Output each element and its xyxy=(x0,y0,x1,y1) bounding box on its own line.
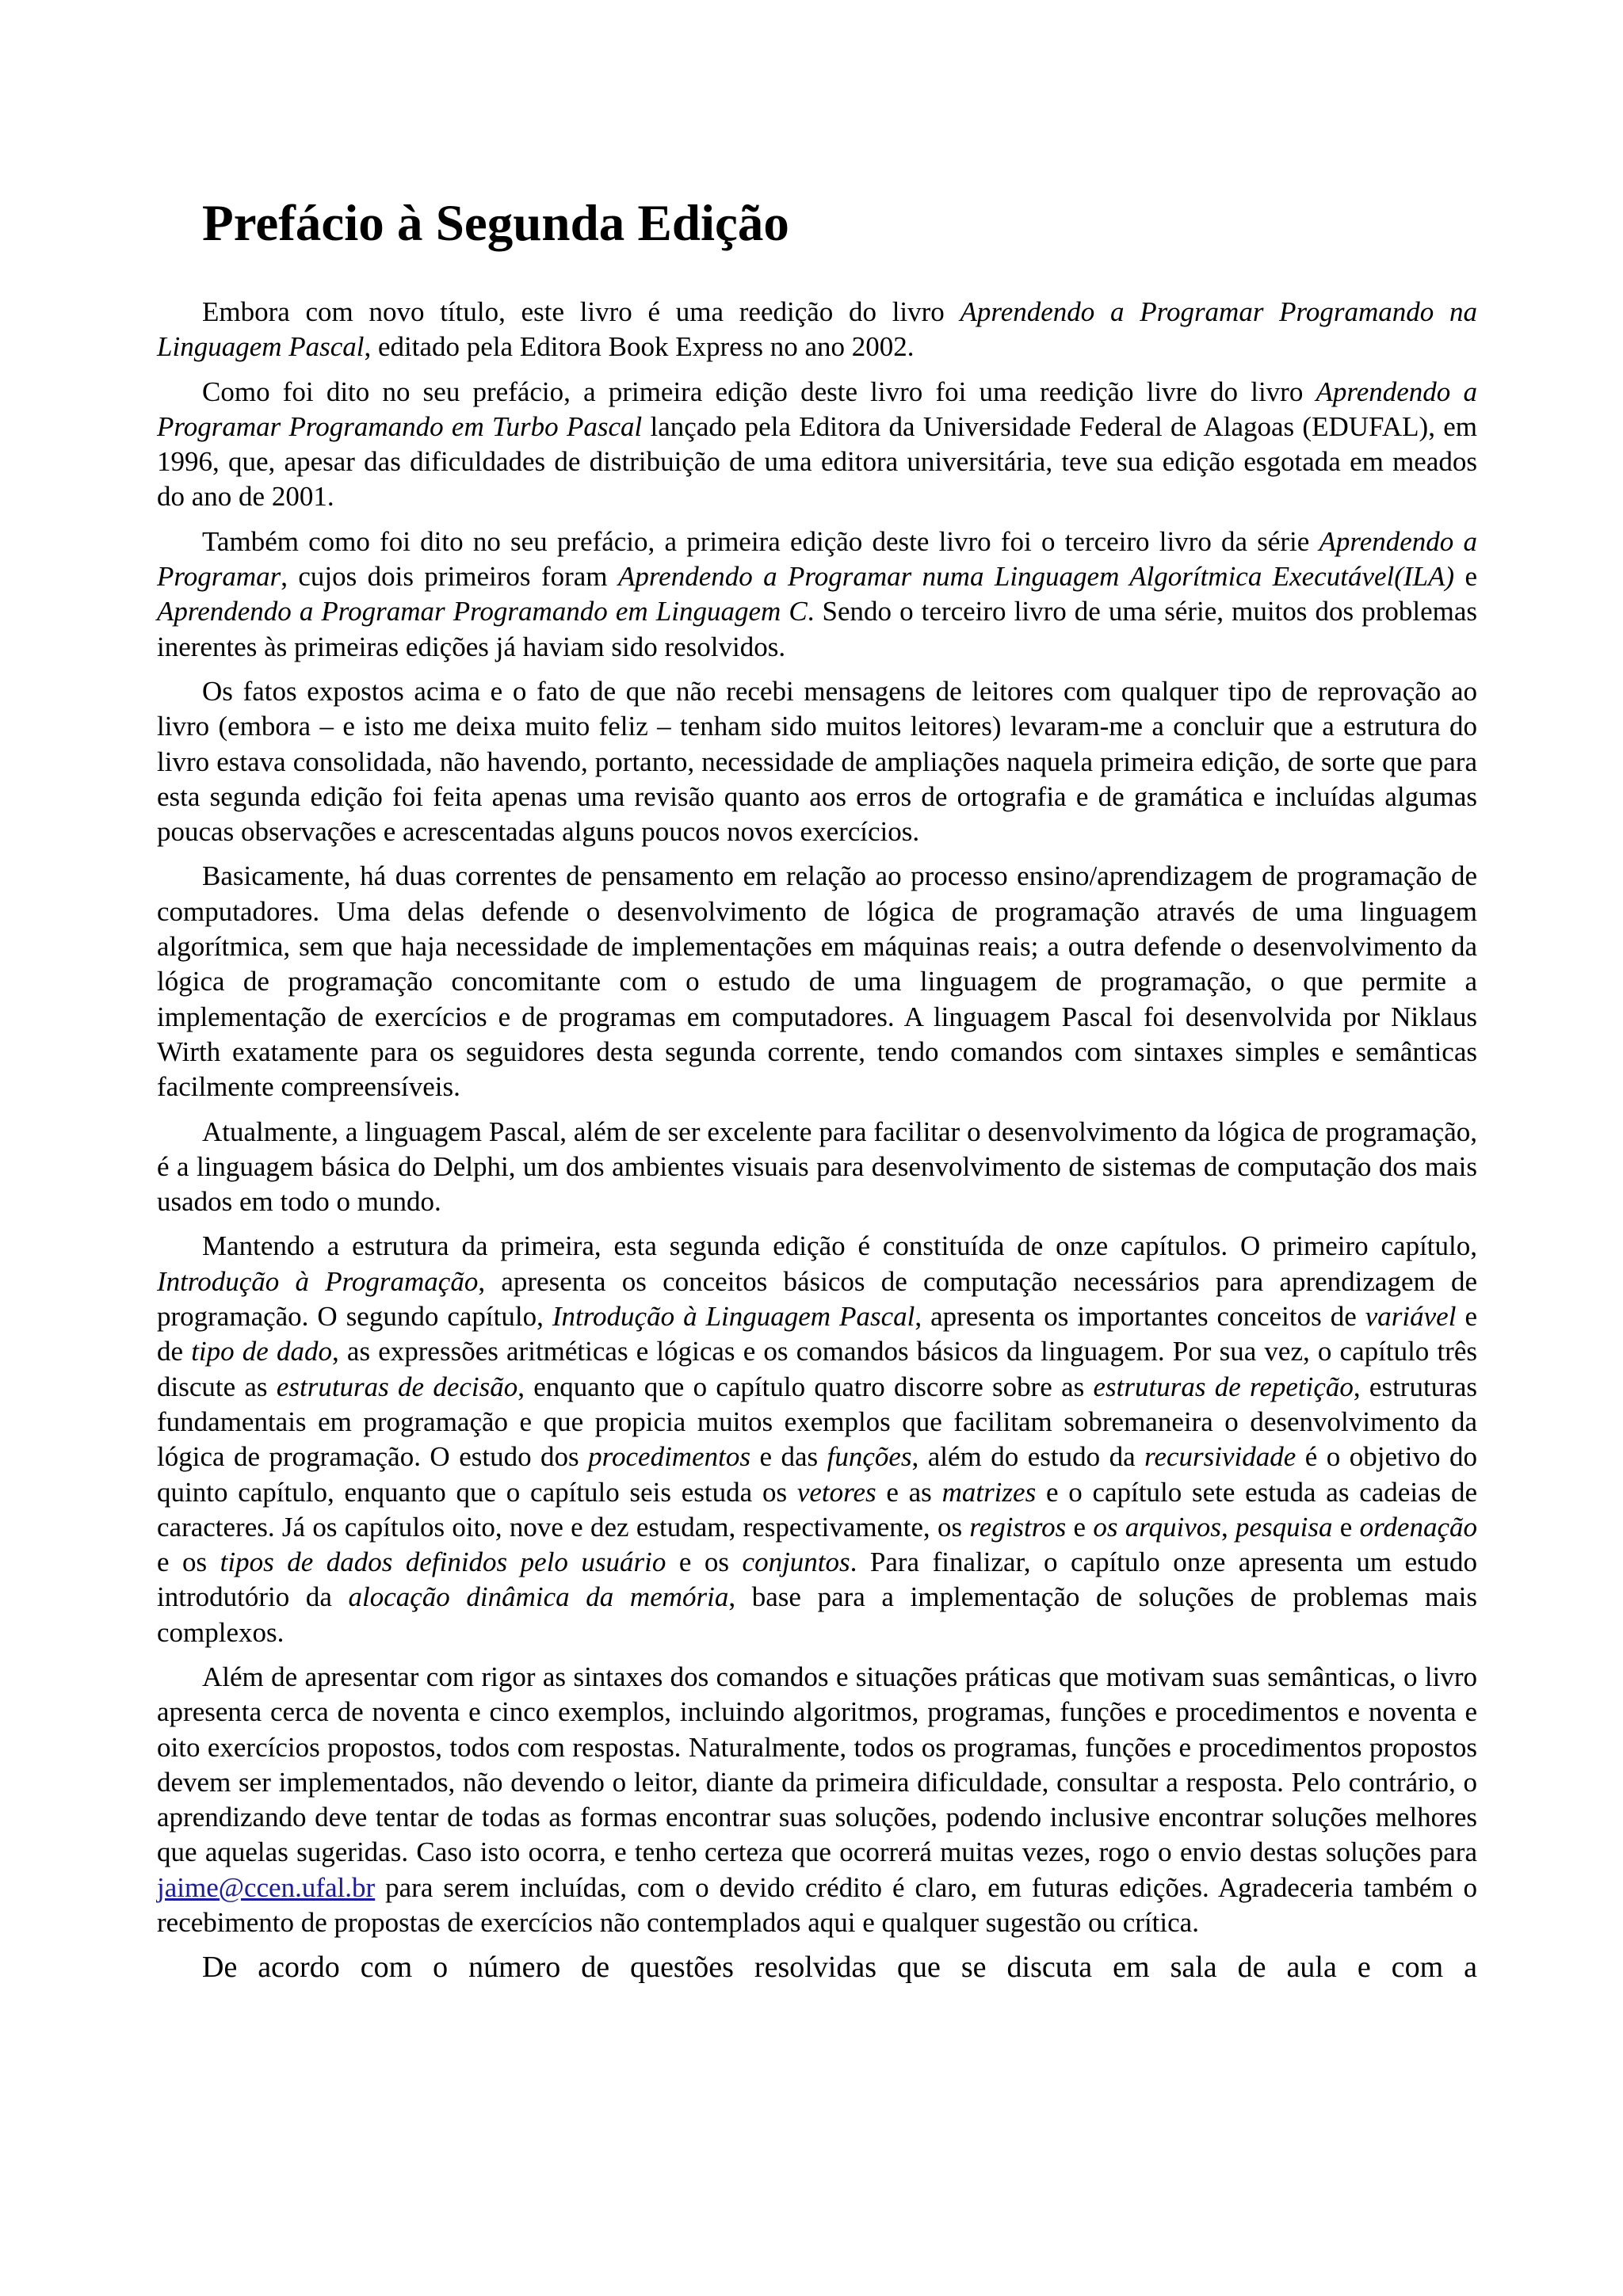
paragraph-text: e xyxy=(1332,1511,1360,1543)
paragraph-text: . Sendo o terceiro livro de uma série, muitos dos problemas inerentes às primeiras edições já haviam sido resolvidos. xyxy=(157,596,1477,662)
paragraph xyxy=(157,674,1477,849)
italic-text: Aprendendo a Programar Programando em Turbo Pascal xyxy=(157,376,1477,442)
italic-text: conjuntos xyxy=(742,1547,850,1578)
italic-text: ordenação xyxy=(1359,1511,1477,1543)
paragraph-text: Também como foi dito no seu prefácio, a primeira edição deste livro foi o terceiro livro da série xyxy=(202,525,1319,557)
paragraph xyxy=(157,1115,1477,1220)
paragraph xyxy=(157,1660,1477,1940)
paragraph-text: Os fatos expostos acima e o fato de que não recebi mensagens de leitores com qualquer tipo de reprovação ao livro (embora – e isto me deixa muito feliz – tenham sido muitos leitores) levaram-me a concluir que a estrutura do livro estava consolidada, não havendo, portanto, necessidade de ampliações naquela primeira edição, de sorte que para esta segunda edição foi feita apenas uma revisão quanto aos erros de ortografia e de gramática e incluídas algumas poucas observações e acrescentadas alguns poucos novos exercícios. xyxy=(157,675,1477,848)
italic-text: matrizes xyxy=(941,1476,1037,1508)
page-title: Prefácio à Segunda Edição xyxy=(202,195,789,252)
paragraph-text: , cujos dois primeiros foram xyxy=(281,561,618,593)
paragraph-text: , apresenta os conceitos básicos de computação necessários para aprendizagem de programação. O segundo capítulo, xyxy=(157,1265,1477,1333)
italic-text: alocação dinâmica da memória xyxy=(348,1581,729,1613)
paragraph-text: , editado pela Editora Book Express no ano 2002. xyxy=(364,331,915,363)
italic-text: Aprendendo a Programar numa Linguagem Algorítmica Executável(ILA) xyxy=(617,561,1455,593)
paragraph-text: , as expressões aritméticas e lógicas e os comandos básicos da linguagem. Por sua vez, o capítulo três discute as xyxy=(157,1336,1477,1402)
paragraph-text: e de xyxy=(157,1301,1477,1367)
italic-text: recursividade xyxy=(1144,1441,1296,1473)
italic-text: Introdução à Programação xyxy=(157,1265,479,1297)
italic-text: Aprendendo a Programar Programando em Linguagem C xyxy=(157,596,808,627)
italic-text: tipos de dados definidos pelo usuário xyxy=(220,1547,666,1578)
paragraph xyxy=(157,524,1477,665)
paragraph-text: e os xyxy=(666,1547,743,1578)
paragraph-text: Basicamente, há duas correntes de pensamento em relação ao processo ensino/aprendizagem de programação de computadores. Uma delas defende o desenvolvimento de lógica de programação através de uma linguagem algorítmica, sem que haja necessidade de implementações em máquinas reais; a outra defende o desenvolvimento da lógica de programação concomitante com o estudo de uma linguagem de programação, o que permite a implementação de exercícios e de programas em computadores. A linguagem Pascal foi desenvolvida por Niklaus Wirth exatamente para os seguidores desta segunda corrente, tendo comandos com sintaxes simples e semânticas facilmente compreensíveis. xyxy=(157,860,1477,1103)
paragraph-text: e o capítulo sete estuda as cadeias de caracteres. Já os capítulos oito, nove e dez estudam, respectivamente, os xyxy=(157,1476,1477,1543)
paragraph-text: , estruturas fundamentais em programação e que propicia muitos exemplos que facilitam sobremaneira o desenvolvimento da lógica de programação. O estudo dos xyxy=(157,1371,1477,1473)
body-text xyxy=(157,295,1477,1995)
paragraph-text: lançado pela Editora da Universidade Federal de Alagoas (EDUFAL), em 1996, que, apesar das dificuldades de distribuição de uma editora universitária, teve sua edição esgotada em meados do ano de 2001. xyxy=(157,410,1477,513)
paragraph-text: Além de apresentar com rigor as sintaxes dos comandos e situações práticas que motivam suas semânticas, o livro apresenta cerca de noventa e cinco exemplos, incluindo algoritmos, programas, funções e procedimentos e noventa e oito exercícios propostos, todos com respostas. Naturalmente, todos os programas, funções e procedimentos propostos devem ser implementados, não devendo o leitor, diante da primeira dificuldade, consultar a resposta. Pelo contrário, o aprendizando deve tentar de todas as formas encontrar suas soluções, podendo inclusive encontrar soluções melhores que aquelas sugeridas. Caso isto ocorra, e tenho certeza que ocorrerá muitas vezes, rogo o envio destas soluções para xyxy=(157,1661,1477,1868)
paragraph-text: e xyxy=(1066,1511,1094,1543)
paragraph-text: e xyxy=(1454,561,1478,593)
italic-text: vetores xyxy=(796,1476,876,1508)
italic-text: estruturas de repetição xyxy=(1093,1371,1354,1402)
email-link[interactable]: jaime@ccen.ufal.br xyxy=(157,1871,376,1903)
paragraph-text: , base para a implementação de soluções de problemas mais complexos. xyxy=(157,1581,1478,1648)
italic-text: registros xyxy=(969,1511,1067,1543)
italic-text: Aprendendo a Programar xyxy=(157,525,1477,593)
paragraph xyxy=(157,1229,1477,1650)
italic-text: Introdução à Linguagem Pascal xyxy=(552,1301,915,1333)
paragraph-text: para serem incluídas, com o devido crédito é claro, em futuras edições. Agradeceria também o recebimento de propostas de exercícios não contemplados aqui e qualquer sugestão ou crítica. xyxy=(157,1871,1477,1939)
paragraph-text: Como foi dito no seu prefácio, a primeira edição deste livro foi uma reedição livre do livro xyxy=(202,376,1316,407)
paragraph-text: , xyxy=(1220,1511,1235,1543)
paragraph-text: , enquanto que o capítulo quatro discorre sobre as xyxy=(517,1371,1094,1402)
italic-text: tipo de dado xyxy=(191,1336,333,1367)
paragraph-text: e os xyxy=(157,1547,220,1578)
paragraph-text: e as xyxy=(876,1476,942,1508)
italic-text: procedimentos xyxy=(588,1441,750,1473)
paragraph-text: Mantendo a estrutura da primeira, esta segunda edição é constituída de onze capítulos. O primeiro capítulo, xyxy=(202,1230,1477,1262)
italic-text: estruturas de decisão xyxy=(276,1371,518,1402)
paragraph-text: De acordo com o número de questões resolvidas que se discuta em sala de aula e com a xyxy=(202,1951,1477,1985)
paragraph-text: é o objetivo do quinto capítulo, enquanto que o capítulo seis estuda os xyxy=(157,1441,1477,1508)
paragraph xyxy=(157,1950,1477,1985)
italic-text: pesquisa xyxy=(1235,1511,1333,1543)
paragraph-text: Embora com novo título, este livro é uma reedição do livro xyxy=(202,296,960,327)
italic-text: os arquivos xyxy=(1093,1511,1221,1543)
paragraph-text: , além do estudo da xyxy=(911,1441,1145,1473)
paragraph-text: e das xyxy=(750,1441,827,1473)
paragraph-text: Atualmente, a linguagem Pascal, além de ser excelente para facilitar o desenvolvimento da lógica de programação, é a linguagem básica do Delphi, um dos ambientes visuais para desenvolvimento de sistemas de computação dos mais usados em todo o mundo. xyxy=(157,1116,1477,1218)
italic-text: Aprendendo a Programar Programando na Linguagem Pascal xyxy=(157,296,1477,363)
italic-text: funções xyxy=(827,1441,912,1473)
italic-text: variável xyxy=(1365,1301,1457,1333)
paragraph-text: . Para finalizar, o capítulo onze apresenta um estudo introdutório da xyxy=(157,1547,1478,1613)
paragraph xyxy=(157,375,1477,515)
paragraph-text: , apresenta os importantes conceitos de xyxy=(915,1301,1365,1333)
paragraph xyxy=(157,859,1477,1104)
paragraph xyxy=(157,295,1477,365)
